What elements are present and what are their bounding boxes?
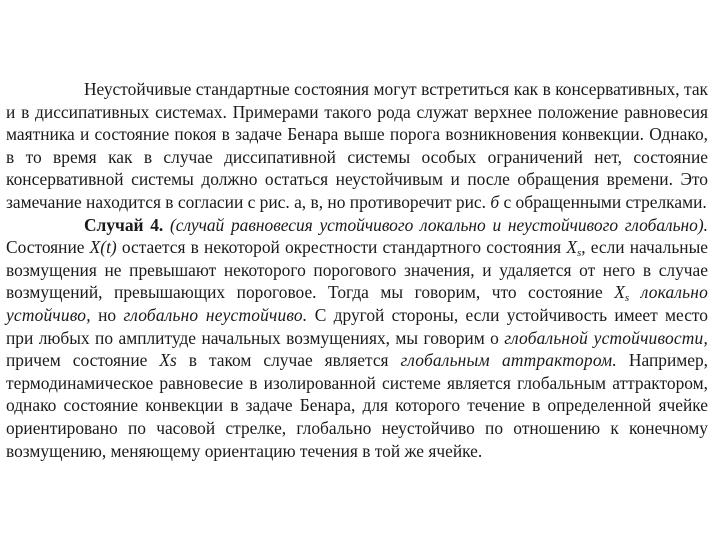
case-text-8: в таком случае является [188,350,389,371]
case-text-1: Состояние [6,237,85,258]
term-global-attractor: глобальным аттрактором. [400,350,617,371]
state-xs-2 [614,282,630,305]
document-body [6,78,708,462]
state-xs-inline: Xs [159,350,177,371]
state-xs-sub: s [576,247,582,260]
case-heading: Случай 4. [84,214,164,235]
case-text-3: , если начальные возмущения не превышают некоторого порогового значения, и удаляется от него в случае возмущений, превышающих пороговое. Тогда мы говорим, что состояние [6,237,708,303]
paragraph1-tail: с обращенными стрелками. [503,191,707,212]
state-xs-main: X [566,237,577,258]
state-xs [566,237,582,260]
state-xs-2-sub: s [624,292,630,305]
paragraph1-text: Неустойчивые стандартные состояния могут встретиться как в консервативных, так и в диссипативных системах. Примерами такого рода служат верхнее положение равновесия маятника и состояние покоя в задаче Бенара выше порога возникновения конвекции. Однако, в то время как в случае диссипативной системы особых ограничений нет, состояние консервативной системы должно остаться неустойчивым и после обращения времени. Это замечание находится в согласии с рис. а, в, но противоречит рис. [6,79,708,212]
figure-ref-b: б [490,191,500,212]
case-subtitle: (случай равновесия устойчивого локально и неустойчивого глобально). [169,214,708,235]
case-text-2: остается в некоторой окрестности стандартного состояния [121,237,562,258]
paragraph-unstable-states [6,78,708,214]
paragraph-case-4 [6,214,708,463]
term-global-unstable: глобально неустойчиво. [123,304,308,325]
case-text-6: С другой стороны, если устойчивость имеет место при любых по амплитуде начальных возмущениях, мы говорим о [6,304,708,348]
term-global-stability: глобальной устойчивости, [504,327,708,348]
term-local-stable: локально устойчиво, [6,282,709,325]
state-xt: X(t) [89,237,117,258]
state-xs-2-main: X [614,282,625,303]
case-text-7: причем состояние [6,350,148,371]
case-text-5: но [98,304,117,325]
case-text-9: Например, термодинамическое равновесие в изолированной системе является глобальным аттрактором, однако состояние конвекции в задаче Бенара, для которого течение в определенной ячейке ориентировано по часовой стрелке, глобально неустойчиво по отношению к конечному возмущению, меняющему ориентацию течения в той же ячейке. [6,350,709,461]
